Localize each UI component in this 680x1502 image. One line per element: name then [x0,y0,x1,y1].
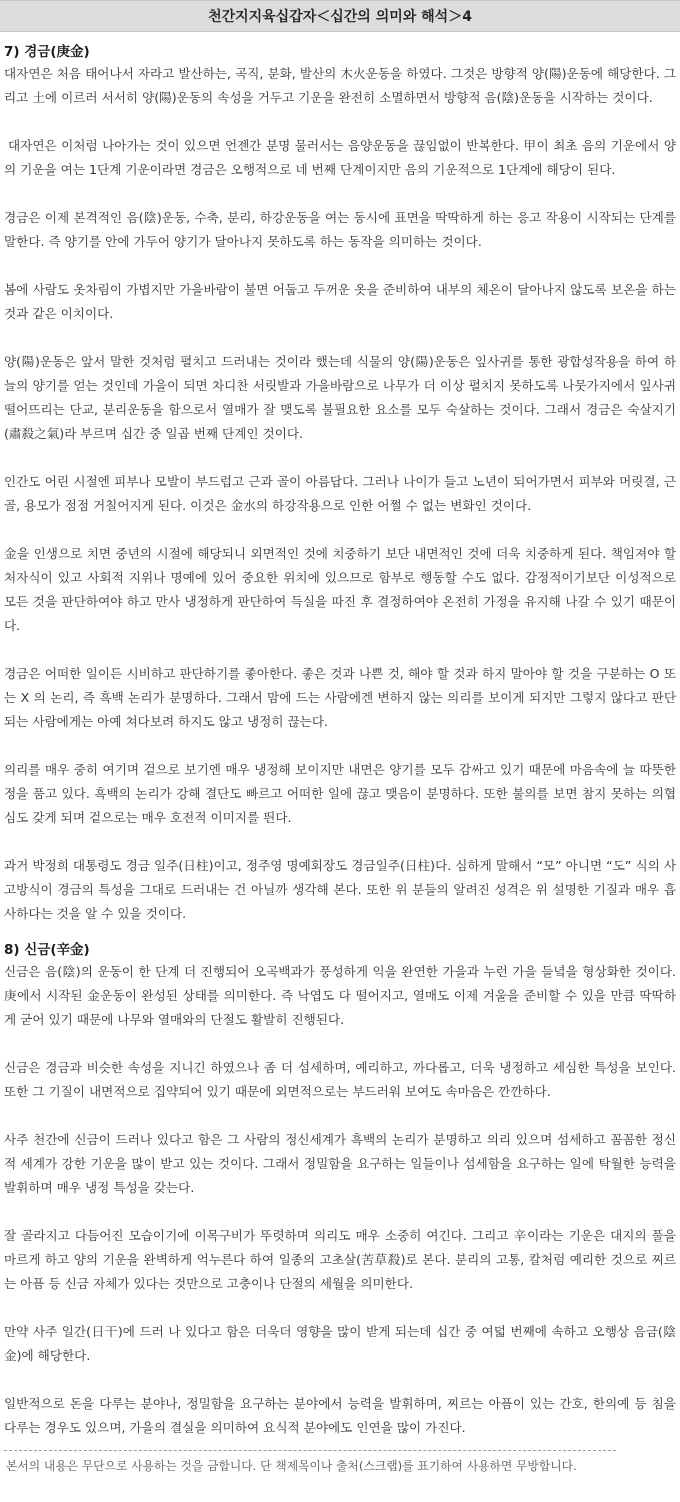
paragraph: 대자연은 이처럼 나아가는 것이 있으면 언젠간 분명 물러서는 음양운동을 끊임없이 반복한다. 甲이 최초 음의 기운에서 양의 기운을 여는 1단계 기운이라면 경금은 오행적으로 네 번째 단계이지만 음의 기운적으로 1단계에 해당이 된다. [4,138,676,177]
copyright-notice: 본서의 내용은 무단으로 사용하는 것을 금합니다. 단 책제목이나 출처(스크랩)를 표기하여 사용하면 무방합니다. [6,1459,577,1473]
paragraph: 잘 골라지고 다듬어진 모습이기에 이목구비가 뚜렷하며 의리도 매우 소중히 여긴다. 그리고 辛이라는 기운은 대지의 풀을 마르게 하고 양의 기운을 완벽하게 억누른다 하여 일종의 고초살(苦草殺)로 본다. 분리의 고통, 칼처럼 예리한 것으로 찌르는 아픔 등 신금 자체가 있다는 것만으로 고충이나 단절의 세월을 의미한다. [4,1228,676,1291]
paragraph: 만약 사주 일간(日干)에 드러 나 있다고 함은 더욱더 영향을 많이 받게 되는데 십간 중 여덟 번째에 속하고 오행상 음금(陰金)에 해당한다. [4,1324,676,1363]
paragraph: 인간도 어린 시절엔 피부나 모발이 부드럽고 근과 골이 아름답다. 그러나 나이가 들고 노년이 되어가면서 피부와 머릿결, 근골, 용모가 점점 거칠어지게 된다. 이것은 金水의 하강작용으로 인한 어쩔 수 없는 변화인 것이다. [4,474,676,513]
paragraph: 경금은 어떠한 일이든 시비하고 판단하기를 좋아한다. 좋은 것과 나쁜 것, 해야 할 것과 하지 말아야 할 것을 구분하는 O 또는 X 의 논리, 즉 흑백 논리가 분명하다. 그래서 맘에 드는 사람에겐 변하지 않는 의리를 보이게 되지만 그렇지 않다고 판단되는 사람에게는 아예 쳐다보려 하지도 않고 냉정히 끊는다. [4,666,676,729]
paragraph: 의리를 매우 중히 여기며 겉으로 보기엔 매우 냉정해 보이지만 내면은 양기를 모두 감싸고 있기 때문에 마음속에 늘 따뜻한 정을 품고 있다. 흑백의 논리가 강해 결단도 빠르고 어떠한 일에 끊고 맺음이 분명하다. 또한 불의를 보면 참지 못하는 의협심도 갖게 되며 겉으로는 매우 호전적 이미지를 띈다. [4,762,676,825]
paragraph: 경금은 이제 본격적인 음(陰)운동, 수축, 분리, 하강운동을 여는 동시에 표면을 딱딱하게 하는 응고 작용이 시작되는 단계를 말한다. 즉 양기를 안에 가두어 양기가 달아나지 못하도록 하는 동작을 의미하는 것이다. [4,210,676,249]
paragraph: 대자연은 처음 태어나서 자라고 발산하는, 곡직, 분화, 발산의 木火운동을 하였다. 그것은 방향적 양(陽)운동에 해당한다. 그리고 土에 이르러 서서히 양(陽)운동의 속성을 거두고 기운을 완전히 소멸하면서 방향적 음(陰)운동을 시작하는 것이다. [4,66,676,105]
paragraph: 신금은 음(陰)의 운동이 한 단계 더 진행되어 오곡백과가 풍성하게 익을 완연한 가을과 누런 가을 들녘을 형상화한 것이다. 庚에서 시작된 金운동이 완성된 상태를 의미한다. 즉 낙엽도 다 떨어지고, 열매도 이제 겨울을 준비할 수 있을 만큼 딱딱하게 굳어 있기 때문에 나무와 열매와의 단절도 활발히 진행된다. [4,964,676,1027]
page-title: 천간지지육십갑자＜십간의 의미와 해석＞4 [0,0,680,32]
paragraph: 신금은 경금과 비슷한 속성을 지니긴 하였으나 좀 더 섬세하며, 예리하고, 까다롭고, 더욱 냉정하고 세심한 특성을 보인다. 또한 그 기질이 내면적으로 집약되어 있기 때문에 외면적으로는 부드러워 보여도 속마음은 깐깐하다. [4,1060,676,1099]
paragraph: 일반적으로 돈을 다루는 분야나, 정밀함을 요구하는 분야에서 능력을 발휘하며, 찌르는 아픔이 있는 간호, 한의예 등 침을 다루는 경우도 있으며, 가을의 결실을 의미하여 요식적 분야에도 인연을 많이 가진다. [4,1396,676,1435]
paragraph: 양(陽)운동은 앞서 말한 것처럼 펼치고 드러내는 것이라 했는데 식물의 양(陽)운동은 잎사귀를 통한 광합성작용을 하여 하늘의 양기를 얻는 것인데 가을이 되면 차디찬 서릿발과 가을바람으로 나무가 더 이상 펼치지 못하도록 나뭇가지에서 잎사귀 떨어뜨리는 단교, 분리운동을 함으로서 열매가 잘 맺도록 불필요한 요소를 모두 숙살하는 것이다. 그래서 경금은 숙살지기(肅殺之氣)라 부르며 십간 중 일곱 번째 단계인 것이다. [4,354,676,441]
paragraph: 사주 천간에 신금이 드러나 있다고 함은 그 사람의 정신세계가 흑백의 논리가 분명하고 의리 있으며 섬세하고 꼼꼼한 정신적 세계가 강한 기운을 많이 받고 있는 것이다. 그래서 정밀함을 요구하는 일들이나 섬세함을 요구하는 일에 탁월한 능력을 발휘하며 매우 냉정 특성을 갖는다. [4,1132,676,1195]
section-heading-gyeonggeum: 7) 경금(庚金) [4,44,90,60]
paragraph: 과거 박정희 대통령도 경금 일주(日柱)이고, 정주영 명예회장도 경금일주(日柱)다. 심하게 말해서 “모” 아니면 “도” 식의 사고방식이 경금의 특성을 그대로 드러내는 건 아닐까 생각해 본다. 또한 위 분들의 알려진 성격은 위 설명한 기질과 매우 흡사하다는 것을 알 수 있을 것이다. [4,858,676,921]
section-heading-singeum: 8) 신금(辛金) [4,942,90,958]
footer-divider [4,1450,616,1451]
paragraph: 金을 인생으로 치면 중년의 시절에 해당되니 외면적인 것에 치중하기 보단 내면적인 것에 더욱 치중하게 된다. 책임져야 할 처자식이 있고 사회적 지위나 명예에 있어 중요한 위치에 있으므로 함부로 행동할 수도 없다. 감정적이기보단 이성적으로 모든 것을 판단하여야 하고 만사 냉정하게 판단하여 득실을 따진 후 결정하여야 온전히 가정을 유지해 나갈 수 있기 때문이다. [4,546,676,633]
paragraph: 봄에 사람도 옷차림이 가볍지만 가을바람이 불면 어둡고 두꺼운 옷을 준비하여 내부의 체온이 달아나지 않도록 보온을 하는 것과 같은 이치이다. [4,282,676,321]
article-body [0,42,680,1440]
